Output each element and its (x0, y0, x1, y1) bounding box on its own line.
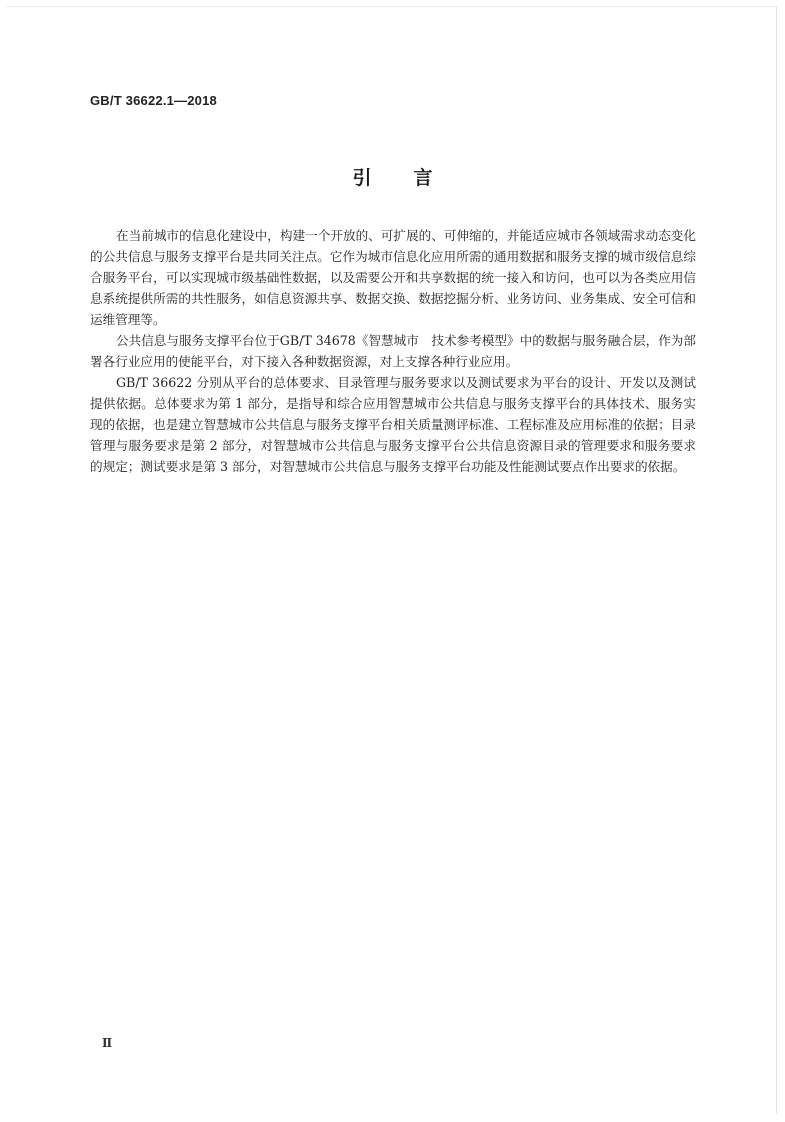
document-body (90, 225, 696, 477)
page-heading: 引言 (352, 167, 475, 189)
page-number: Ⅱ (102, 1036, 113, 1050)
paragraph-standard-parts: GB/T 36622 分别从平台的总体要求、目录管理与服务要求以及测试要求为平台的设计、开发以及测试提供依据。总体要求为第 1 部分，是指导和综合应用智慧城市公共信息与服务支撑平台的具体技术、服务实现的依据，也是建立智慧城市公共信息与服务支撑平台相关质量测评标准、工程标准及应用标准的依据；目录管理与服务要求是第 2 部分，对智慧城市公共信息与服务支撑平台公共信息资源目录的管理要求和服务要求的规定；测试要求是第 3 部分，对智慧城市公共信息与服务支撑平台功能及性能测试要点作出要求的依据。 (90, 375, 696, 474)
paragraph-platform-position: 公共信息与服务支撑平台位于GB/T 34678《智慧城市 技术参考模型》中的数据与服务融合层，作为部署各行业应用的使能平台，对下接入各种数据资源，对上支撑各种行业应用。 (90, 333, 696, 369)
paragraph-intro: 在当前城市的信息化建设中，构建一个开放的、可扩展的、可伸缩的，并能适应城市各领域需求动态变化的公共信息与服务支撑平台是共同关注点。它作为城市信息化应用所需的通用数据和服务支撑的城市级信息综合服务平台，可以实现城市级基础性数据，以及需要公开和共享数据的统一接入和访问，也可以为各类应用信息系统提供所需的共性服务，如信息资源共享、数据交换、数据挖掘分析、业务访问、业务集成、安全可信和运维管理等。 (90, 228, 696, 327)
standard-code: GB/T 36622.1—2018 (90, 93, 217, 108)
